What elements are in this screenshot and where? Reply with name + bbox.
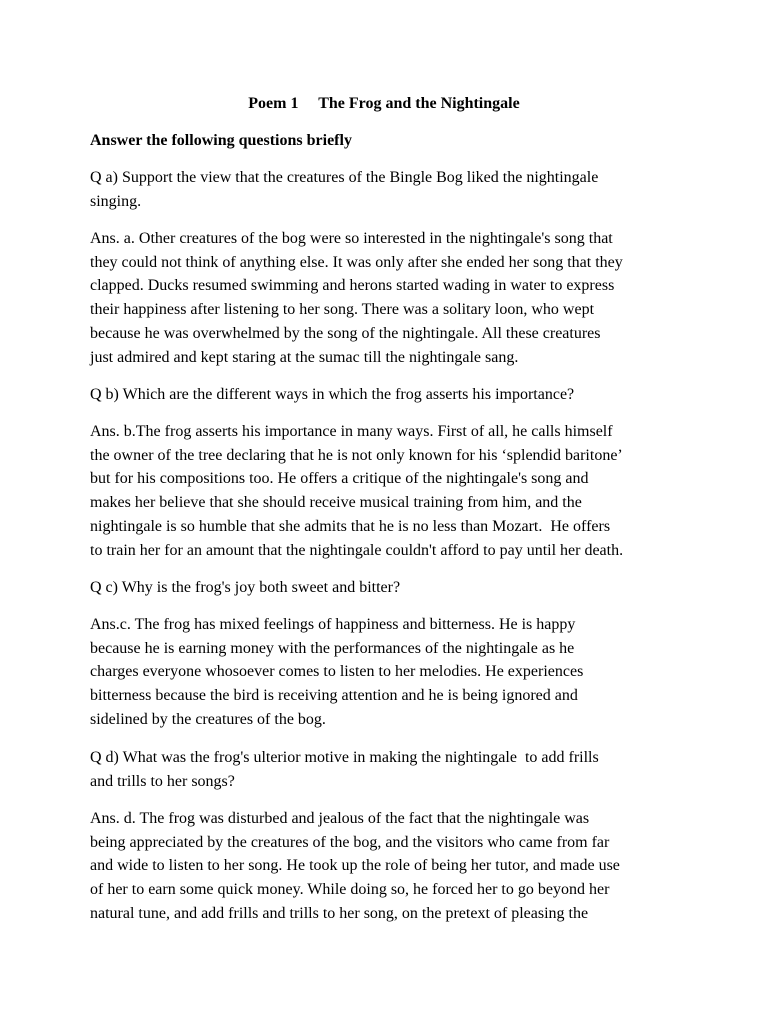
- answer-b: [90, 420, 690, 562]
- answer-line: being appreciated by the creatures of the bog, and the visitors who came from far: [90, 833, 610, 851]
- answer-line: bitterness because the bird is receiving attention and he is being ignored and: [90, 687, 578, 705]
- answer-line: clapped. Ducks resumed swimming and herons started wading in water to express: [90, 277, 615, 295]
- question-line: Q b) Which are the different ways in which the frog asserts his importance?: [90, 386, 575, 403]
- answer-line: Ans. b.The frog asserts his importance in many ways. First of all, he calls himself: [90, 423, 613, 440]
- answer-line: because he is earning money with the performances of the nightingale as he: [90, 639, 575, 657]
- answer-d: [90, 807, 690, 926]
- answer-line: the owner of the tree declaring that he is not only known for his ‘splendid baritone’: [90, 446, 623, 464]
- answer-line: Ans. a. Other creatures of the bog were so interested in the nightingale's song that: [90, 230, 613, 247]
- answer-line: nightingale is so humble that she admits that he is no less than Mozart. He offers: [90, 517, 611, 535]
- answer-line: Ans.c. The frog has mixed feelings of happiness and bitterness. He is happy: [90, 616, 576, 633]
- answer-line: because he was overwhelmed by the song of the nightingale. All these creatures: [90, 324, 601, 342]
- document-title: Poem 1 The Frog and the Nightingale: [248, 95, 520, 112]
- answer-line: Ans. d. The frog was disturbed and jealous of the fact that the nightingale was: [90, 810, 590, 827]
- answer-line: just admired and kept staring at the sumac till the nightingale sang.: [90, 348, 519, 366]
- answer-line: charges everyone whosoever comes to listen to her melodies. He experiences: [90, 663, 584, 681]
- question-d: [90, 746, 690, 793]
- question-line: Q c) Why is the frog's joy both sweet and bitter?: [90, 579, 401, 596]
- answer-a: [90, 227, 690, 369]
- answer-line: to train her for an amount that the nightingale couldn't afford to pay until her death.: [90, 541, 624, 559]
- question-line: singing.: [90, 192, 142, 210]
- question-line: and trills to her songs?: [90, 772, 235, 790]
- answer-line: makes her believe that she should receive musical training from him, and the: [90, 494, 582, 512]
- question-b: [90, 383, 690, 407]
- instruction-heading: Answer the following questions briefly: [90, 132, 352, 149]
- answer-line: natural tune, and add frills and trills to her song, on the pretext of pleasing the: [90, 904, 589, 922]
- question-a: [90, 166, 690, 213]
- answer-line: but for his compositions too. He offers a critique of the nightingale's song and: [90, 470, 589, 488]
- answer-line: sidelined by the creatures of the bog.: [90, 710, 326, 728]
- question-line: Q d) What was the frog's ulterior motive in making the nightingale to add frills: [90, 749, 599, 766]
- answer-line: they could not think of anything else. It was only after she ended her song that they: [90, 253, 623, 271]
- answer-c: [90, 613, 690, 732]
- answer-line: of her to earn some quick money. While doing so, he forced her to go beyond her: [90, 881, 610, 899]
- question-line: Q a) Support the view that the creatures of the Bingle Bog liked the nightingale: [90, 169, 599, 186]
- question-c: [90, 576, 690, 600]
- answer-line: and wide to listen to her song. He took up the role of being her tutor, and made use: [90, 857, 620, 875]
- answer-line: their happiness after listening to her song. There was a solitary loon, who wept: [90, 301, 595, 319]
